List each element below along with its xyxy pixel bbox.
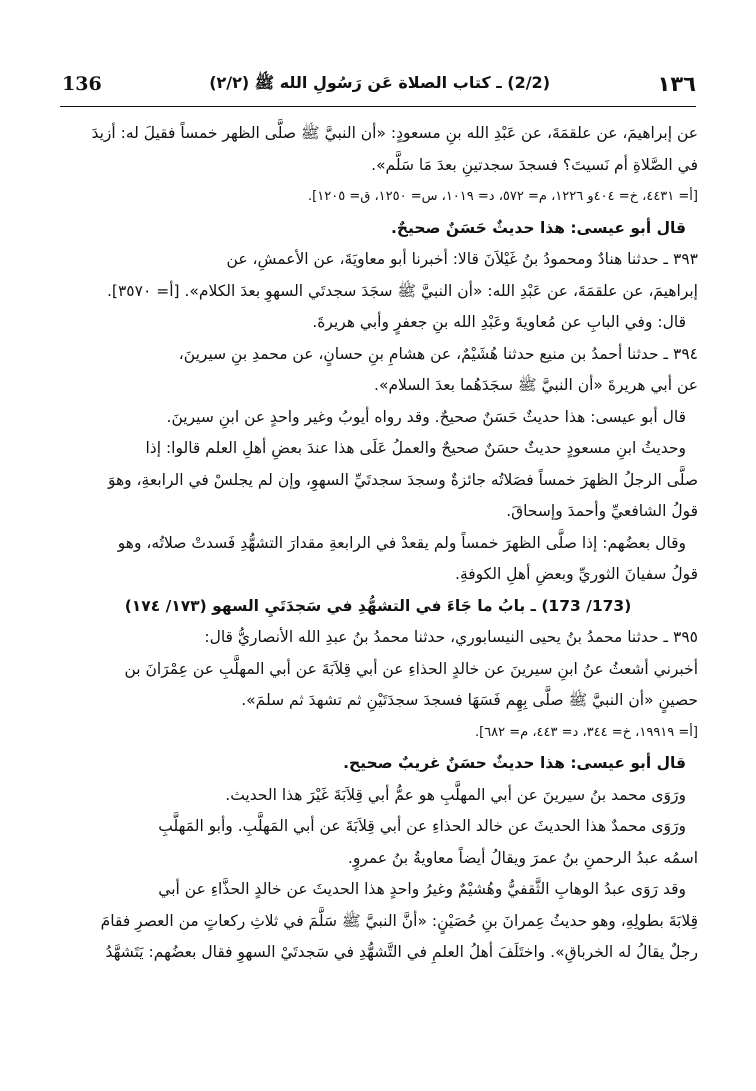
hadith-393-start: ٣٩٣ ـ حدثنا هنادٌ ومحمودُ بنُ غَيْلاَنَ قالا: أخبرنا أبو معاويَةَ، عن الأعمشِ، عن <box>226 250 698 268</box>
text-line: وقال بعضُهم: إذا صلَّى الظهرَ خمساً ولم يقعدْ في الرابعةِ مقدارَ التشهُّدِ فَسدتْ صلاتُه، وهو <box>117 533 686 552</box>
text-line: ورَوَى محمدٌ هذا الحديثَ عن خالد الحذاءِ عن أبي قِلاَبَةَ عن أبي المَهلَّبِ. وأبو المَهلَّبِ <box>158 817 686 835</box>
chapter-heading: (173/ 173) ـ بابُ ما جَاءَ في التشهُّدِ في سَجدَتَيِ السهو (١٧٣/ ١٧٤) <box>124 596 632 615</box>
text-line: قال: وفي البابِ عن مُعاويةَ وعَبْدِ الله بنِ جعفرٍ وأبي هريرةَ. <box>312 313 686 331</box>
grading-line: قال أبو عيسى: هذا حديثٌ حسَنٌ غريبٌ صحيح. <box>343 754 686 772</box>
text-line: قِلابَةَ بطولِهِ، وهو حديثُ عِمرانَ بنِ حُصَيْنٍ: «أنَّ النبيَّ ﷺ سَلَّمَ في ثلاثِ ركعاتٍ من العصرِ فقامَ <box>100 911 698 930</box>
page-header <box>62 60 696 108</box>
text-line: وحديثُ ابنِ مسعودٍ حديثٌ حسَنٌ صحيحٌ والعملُ عَلَى هذا عندَ بعضِ أهلِ العلم قالوا: إذا <box>145 439 686 457</box>
text-line: قولُ سفيانَ الثوريِّ وبعضِ أهلِ الكوفةِ. <box>455 565 698 583</box>
text-line: اسمُه عبدُ الرحمنِ بنُ عمرَ ويقالُ أيضاً معاويةُ بنُ عمروٍ. <box>347 848 698 867</box>
running-title: (2/2) ـ كتاب الصلاة عَن رَسُولِ الله ﷺ (٢/٢) <box>209 72 550 92</box>
hadith-395-start: ٣٩٥ ـ حدثنا محمدُ بنُ يحيى النيسابوري، حدثنا محمدُ بنُ عبدِ الله الأنصاريُّ قال: <box>204 628 698 646</box>
text-line: أخبرني أشعثُ عنُ ابنِ سيرينَ عن خالدٍ الحذاءِ عن أبي قِلاَبَةَ عن أبي المهلَّبِ عن عِمْرَانَ بن <box>124 659 698 678</box>
hadith-394-start: ٣٩٤ ـ حدثنا أحمدُ بن منيع حدثنا هُشَيْمٌ، عن هشامِ بنِ حسانٍ، عن محمدِ بنِ سيرينَ، <box>178 344 698 363</box>
header-rule <box>60 106 696 107</box>
text-line: في الصَّلاةِ أم نَسيتَ؟ فسجدَ سجدتينِ بعدَ مَا سَلَّم». <box>371 155 698 174</box>
reference-line: [أ= ١٩٩١٩، خ= ٣٤٤، د= ٤٤٣، م= ٦٨٢]. <box>474 724 698 740</box>
page-number-arabic: ١٣٦ <box>657 72 696 96</box>
text-line: صلَّى الرجلُ الظهرَ خمساً فصَلاتُه جائزةٌ وسجدَ سجدتَيِّ السهوِ، وإن لم يجلسْ في الرابعةِ، وهوَ <box>107 470 698 489</box>
text-line: إبراهيمَ، عن علقمَةَ، عن عَبْدِ الله: «أن النبيَّ ﷺ سجَدَ سجدتَي السهوِ بعدَ الكلام». [أ= ٣٥٧٠]. <box>106 281 698 300</box>
page-number-latin: 136 <box>62 73 102 95</box>
text-line: عن أبي هريرةَ «أن النبيَّ ﷺ سجَدَهُما بعدَ السلام». <box>374 376 698 394</box>
text-line: ورَوَى محمد بنُ سيرينَ عن أبي المهلَّبِ هو عمُّ أبي قِلاَبَةَ غَيْرَ هذا الحديث. <box>225 785 686 804</box>
text-line: رجلٌ يقالُ له الخرباقِ». واختَلَفَ أهلُ العلمِ في التَّشهُّدِ في سَجدتَيْ السهوِ فقال بعضُهم: يَتَشهَّدُ <box>105 943 698 961</box>
text-line: حصينٍ «أن النبيَّ ﷺ صلَّى بِهِم فَسَهَا فسجدَ سجدَتَيْنِ ثم تشهدَ ثم سلمَ». <box>241 691 698 709</box>
text-line: وقد رَوَى عبدُ الوهابِ الثَّقفيُّ وهُشيْمٌ وغيرُ واحدٍ هذا الحديثَ عن خالدٍ الحذَّاءِ عن أبي <box>158 880 686 898</box>
document-body <box>58 118 698 969</box>
reference-line: [أ= ٤٤٣١، خ= ٤٠٤و ١٢٢٦، م= ٥٧٢، د= ١٠١٩، س= ١٢٥٠، ق= ١٢٠٥]. <box>308 189 698 204</box>
text-line: عن إبراهيمَ، عن علقمَةَ، عن عَبْدِ الله بنِ مسعودٍ: «أن النبيَّ ﷺ صلَّى الظهر خمساً فقيلَ له: أزيدَ <box>91 124 698 142</box>
text-line: قولُ الشافعيِّ وأحمدَ وإسحاقَ. <box>506 502 698 520</box>
grading-line: قال أبو عيسى: هذا حديثٌ حَسَنٌ صحيحٌ. وقد رواه أيوبُ وغير واحدٍ عن ابنِ سيرينَ. <box>166 407 686 426</box>
grading-line: قال أبو عيسى: هذا حديثٌ حَسَنٌ صحيحٌ. <box>390 218 686 237</box>
